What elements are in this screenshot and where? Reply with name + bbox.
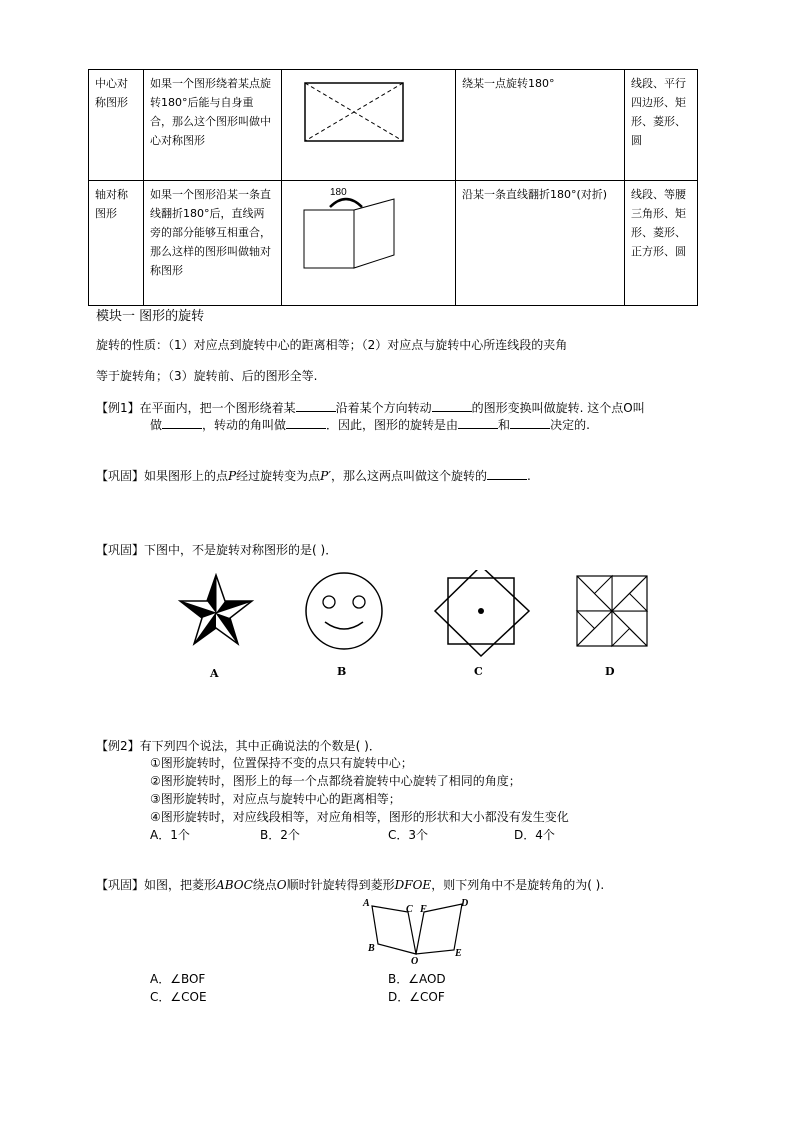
statement-item: ④图形旋转时，对应线段相等，对应角相等，图形的形状和大小都没有发生变化	[150, 810, 569, 824]
point-label: E	[455, 948, 462, 959]
rectangle-diagonals-figure	[304, 82, 434, 152]
option-label: C	[474, 665, 483, 678]
choice-option[interactable]: C．∠COE	[150, 990, 207, 1004]
table-row	[89, 181, 698, 306]
comparison-table	[88, 69, 698, 306]
choice-option[interactable]: B．∠AOD	[388, 972, 446, 986]
row-name: 中心对称图形	[89, 70, 144, 181]
choice-option[interactable]: A．∠BOF	[150, 972, 206, 986]
statement-item: ②图形旋转时，图形上的每一个点都绕着旋转中心旋转了相同的角度；	[150, 774, 521, 788]
option-label: D	[605, 665, 615, 678]
row-definition: 如果一个图形沿某一条直线翻折180°后，直线两旁的部分能够互相重合，那么这样的图形叫做轴对称图形	[144, 181, 282, 306]
choice-option[interactable]: D．∠COF	[388, 990, 445, 1004]
smiley-face-figure	[303, 570, 385, 652]
row-feature: 绕某一点旋转180°	[456, 70, 625, 181]
example-tag: 【巩固】	[96, 543, 145, 557]
answer-blank[interactable]	[162, 416, 202, 429]
consolidation-2: 【巩固】下图中，不是旋转对称图形的是( )．	[96, 543, 338, 557]
row-name: 轴对称图形	[89, 181, 144, 306]
example-1-line-2: 做 ，转动的角叫做 ．因此，图形的旋转是由 和 决定的.	[150, 418, 590, 432]
statement-item: ①图形旋转时，位置保持不变的点只有旋转中心；	[150, 756, 413, 770]
example-tag: 【巩固】	[96, 878, 145, 892]
pinwheel-figure	[575, 574, 649, 648]
properties-line-2: 等于旋转角；（3）旋转前、后的图形全等.	[96, 369, 318, 383]
point-label: A	[363, 898, 370, 909]
answer-blank[interactable]	[432, 399, 472, 412]
answer-blank[interactable]	[296, 399, 336, 412]
choice-option[interactable]: A．1个	[150, 828, 190, 842]
table-row	[89, 70, 698, 181]
example-2-question: 【例2】有下列四个说法，其中正确说法的个数是( )．	[96, 739, 381, 753]
point-label: O	[411, 956, 419, 967]
answer-blank[interactable]	[487, 467, 527, 480]
row-examples: 线段、平行四边形、矩形、菱形、圆	[625, 70, 698, 181]
example-tag: 【例2】	[96, 739, 140, 753]
choice-option[interactable]: C．3个	[388, 828, 429, 842]
consolidation-3: 【巩固】如图，把菱形ABOC绕点O顺时针旋转得到菱形DFOE，则下列角中不是旋转角的为( ).	[96, 878, 605, 892]
row-definition: 如果一个图形绕着某点旋转180°后能与自身重合，那么这个图形叫做中心对称图形	[144, 70, 282, 181]
module-title: 模块一 图形的旋转	[96, 309, 205, 324]
choice-option[interactable]: D．4个	[514, 828, 555, 842]
statement-item: ③图形旋转时，对应点与旋转中心的距离相等；	[150, 792, 401, 806]
row-feature: 沿某一条直线翻折180°(对折)	[456, 181, 625, 306]
answer-blank[interactable]	[286, 416, 326, 429]
figure-cell	[282, 70, 456, 181]
consolidation-1: 【巩固】如果图形上的点P经过旋转变为点P′，那么这两点叫做这个旋转的 .	[96, 469, 531, 483]
point-label: F	[420, 904, 427, 915]
answer-blank[interactable]	[510, 416, 550, 429]
example-tag: 【巩固】	[96, 469, 145, 483]
option-label: B	[337, 665, 347, 678]
point-label: B	[368, 943, 375, 954]
row-examples: 线段、等腰三角形、矩形、菱形、正方形、圆	[625, 181, 698, 306]
point-label: D	[461, 898, 469, 909]
fold-angle-label: 180	[330, 187, 347, 198]
answer-blank[interactable]	[458, 416, 498, 429]
example-tag: 【例1】	[96, 401, 140, 415]
figure-cell	[282, 181, 456, 306]
properties-line-1: 旋转的性质：（1）对应点到旋转中心的距离相等；（2）对应点与旋转中心所连线段的夹角	[96, 338, 568, 352]
choice-option[interactable]: B．2个	[260, 828, 300, 842]
option-label: A	[210, 667, 219, 680]
point-label: C	[406, 904, 413, 915]
overlapping-squares-figure	[433, 570, 531, 660]
rhombus-rotation-figure	[358, 894, 478, 970]
star-figure	[176, 573, 256, 653]
example-1-line-1: 【例1】在平面内，把一个图形绕着某 沿着某个方向转动 的图形变换叫做旋转. 这个点O叫	[96, 401, 645, 415]
fold-figure	[294, 185, 444, 295]
